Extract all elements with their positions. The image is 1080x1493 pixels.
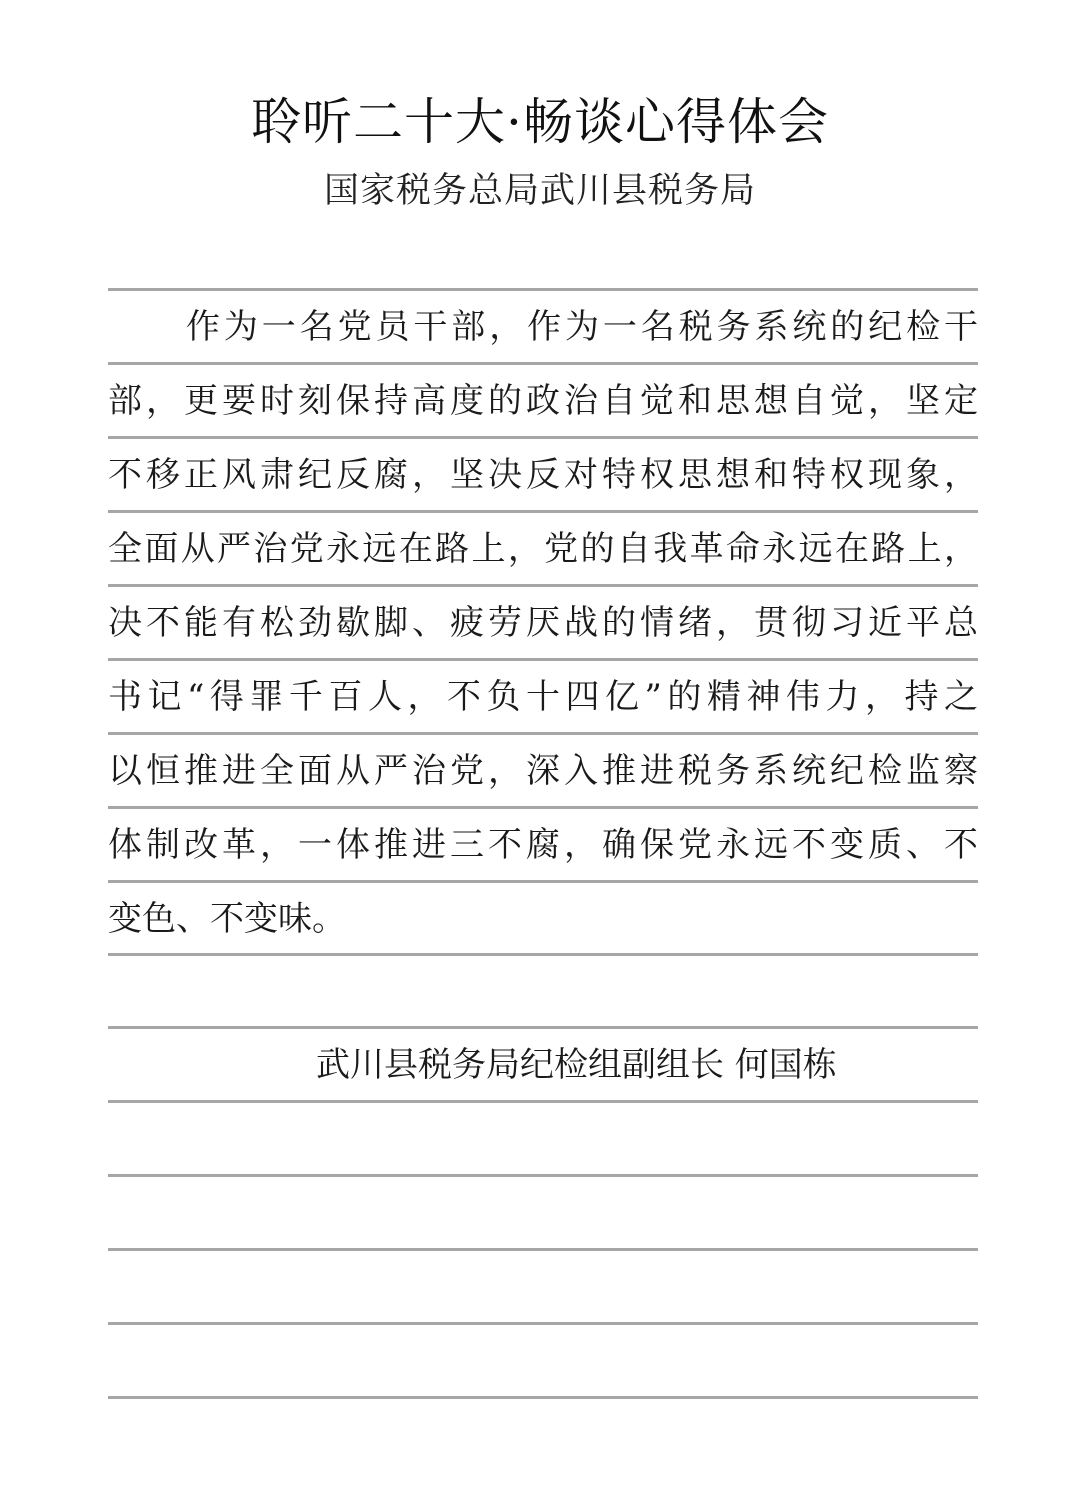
page-title: 聆听二十大·畅谈心得体会: [251, 93, 829, 151]
ruled-line: [108, 1396, 978, 1399]
ruled-line: [108, 1322, 978, 1325]
body-text-line: 书记“得罪千百人，不负十四亿”的精神伟力，持之: [108, 677, 978, 717]
body-text-line: 决不能有松劲歇脚、疲劳厌战的情绪，贯彻习近平总: [108, 603, 978, 643]
body-text-line: 以恒推进全面从严治党，深入推进税务系统纪检监察: [108, 751, 978, 791]
signature: 武川县税务局纪检组副组长 何国栋: [316, 1045, 837, 1085]
body-text-line: 体制改革，一体推进三不腐，确保党永远不变质、不: [108, 825, 978, 865]
page-subtitle: 国家税务总局武川县税务局: [323, 171, 756, 211]
ruled-line: [108, 1248, 978, 1251]
body-text-line: 作为一名党员干部，作为一名税务系统的纪检干: [186, 307, 978, 347]
body-text-line: 变色、不变味。: [108, 899, 346, 939]
ruled-writing-area: [108, 288, 978, 1400]
body-text-line: 部，更要时刻保持高度的政治自觉和思想自觉，坚定: [108, 381, 978, 421]
ruled-line: [108, 1174, 978, 1177]
body-text-line: 全面从严治党永远在路上，党的自我革命永远在路上，: [108, 529, 978, 569]
body-text-line: 不移正风肃纪反腐，坚决反对特权思想和特权现象，: [108, 455, 978, 495]
